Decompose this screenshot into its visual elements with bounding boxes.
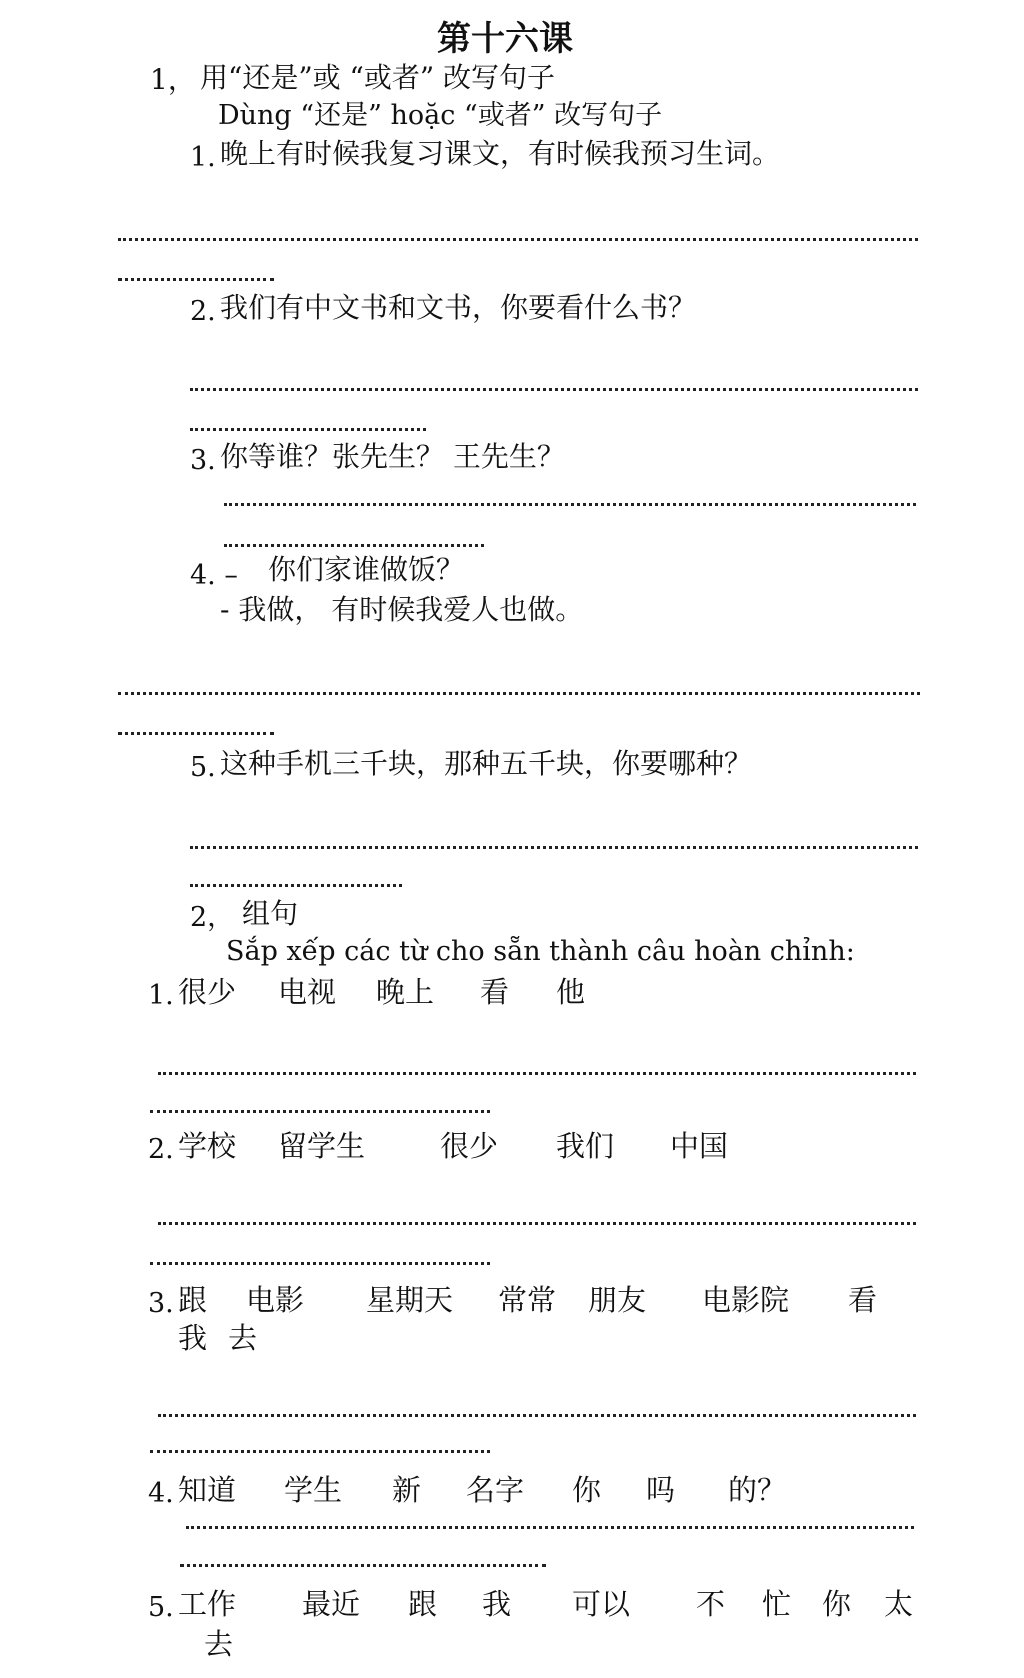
s2-item-number: 1. xyxy=(148,980,174,1011)
answer-line[interactable] xyxy=(118,238,918,241)
answer-line-continuation[interactable] xyxy=(150,1110,490,1113)
word: 朋友 xyxy=(588,1283,647,1317)
answer-line-continuation[interactable] xyxy=(118,278,274,281)
s1-item-number: 4. – xyxy=(190,560,238,591)
section2-number: 2， xyxy=(190,902,235,933)
word: 我 xyxy=(178,1321,208,1355)
s2-item-number: 4. xyxy=(148,1478,174,1509)
answer-line[interactable] xyxy=(118,692,920,695)
answer-line[interactable] xyxy=(224,503,916,506)
word: 新 xyxy=(392,1473,422,1507)
answer-line[interactable] xyxy=(186,1526,914,1529)
answer-line-continuation[interactable] xyxy=(190,884,402,887)
s1-item-text-line2: - 我做， 有时候我爱人也做。 xyxy=(220,593,584,626)
word: 电影院 xyxy=(702,1283,790,1317)
section2-instruction-vi: Sắp xếp các từ cho sẵn thành câu hoàn chỉnh: xyxy=(226,936,855,967)
word: 留学生 xyxy=(278,1129,366,1163)
s1-item-number: 2. xyxy=(190,296,216,327)
word: 常常 xyxy=(498,1283,557,1317)
answer-line[interactable] xyxy=(158,1222,916,1225)
answer-line-continuation[interactable] xyxy=(118,732,274,735)
answer-line-continuation[interactable] xyxy=(180,1564,546,1567)
word: 我 xyxy=(482,1587,512,1621)
word: 晚上 xyxy=(376,975,435,1009)
word: 去 xyxy=(204,1627,234,1661)
word: 去 xyxy=(228,1321,258,1355)
word: 跟 xyxy=(408,1587,438,1621)
word: 吗 xyxy=(646,1473,676,1507)
section1-instruction-vi: Dùng “还是” hoặc “或者” 改写句子 xyxy=(218,100,663,131)
word: 最近 xyxy=(302,1587,361,1621)
word: 你 xyxy=(822,1587,852,1621)
page-title: 第十六课 xyxy=(437,19,573,59)
answer-line-continuation[interactable] xyxy=(224,544,484,547)
word: 你 xyxy=(572,1473,602,1507)
word: 的？ xyxy=(728,1473,787,1507)
answer-line-continuation[interactable] xyxy=(150,1450,490,1453)
answer-line[interactable] xyxy=(158,1414,916,1417)
answer-line-continuation[interactable] xyxy=(190,428,426,431)
section1-instruction-cn: 用“还是”或 “或者” 改写句子 xyxy=(200,61,556,94)
s1-item-number: 3. xyxy=(190,445,216,476)
word: 电视 xyxy=(278,975,337,1009)
answer-line[interactable] xyxy=(158,1072,916,1075)
s1-item-text: 我们有中文书和文书，你要看什么书？ xyxy=(220,291,697,324)
word: 名字 xyxy=(466,1473,525,1507)
word: 星期天 xyxy=(366,1283,454,1317)
word: 很少 xyxy=(440,1129,499,1163)
word: 跟 xyxy=(178,1283,208,1317)
word: 工作 xyxy=(178,1587,237,1621)
word: 可以 xyxy=(572,1587,631,1621)
s1-item-text: 你等谁？张先生？ 王先生？ xyxy=(220,440,565,473)
s1-item-number: 5. xyxy=(190,752,216,783)
s2-item-number: 5. xyxy=(148,1592,174,1623)
section2-heading: 组句 xyxy=(242,897,299,930)
s1-item-text: 晚上有时候我复习课文，有时候我预习生词。 xyxy=(220,137,781,170)
answer-line[interactable] xyxy=(190,388,918,391)
word: 电影 xyxy=(246,1283,305,1317)
s1-item-text: 这种手机三千块，那种五千块，你要哪种？ xyxy=(220,747,753,780)
word: 学生 xyxy=(284,1473,343,1507)
word: 他 xyxy=(556,975,586,1009)
word: 不 xyxy=(696,1587,726,1621)
word: 知道 xyxy=(178,1473,237,1507)
answer-line-continuation[interactable] xyxy=(150,1262,490,1265)
word: 忙 xyxy=(762,1587,792,1621)
word: 中国 xyxy=(670,1129,729,1163)
word: 我们 xyxy=(556,1129,615,1163)
s2-item-number: 3. xyxy=(148,1288,174,1319)
word: 很少 xyxy=(178,975,237,1009)
word: 看 xyxy=(848,1283,878,1317)
section1-number: 1， xyxy=(150,63,196,96)
s1-item-text: 你们家谁做饭？ xyxy=(268,553,465,586)
s2-item-number: 2. xyxy=(148,1134,174,1165)
word: 学校 xyxy=(178,1129,237,1163)
answer-line[interactable] xyxy=(190,846,918,849)
s1-item-number: 1. xyxy=(190,142,216,173)
word: 看 xyxy=(480,975,510,1009)
word: 太 xyxy=(884,1587,914,1621)
